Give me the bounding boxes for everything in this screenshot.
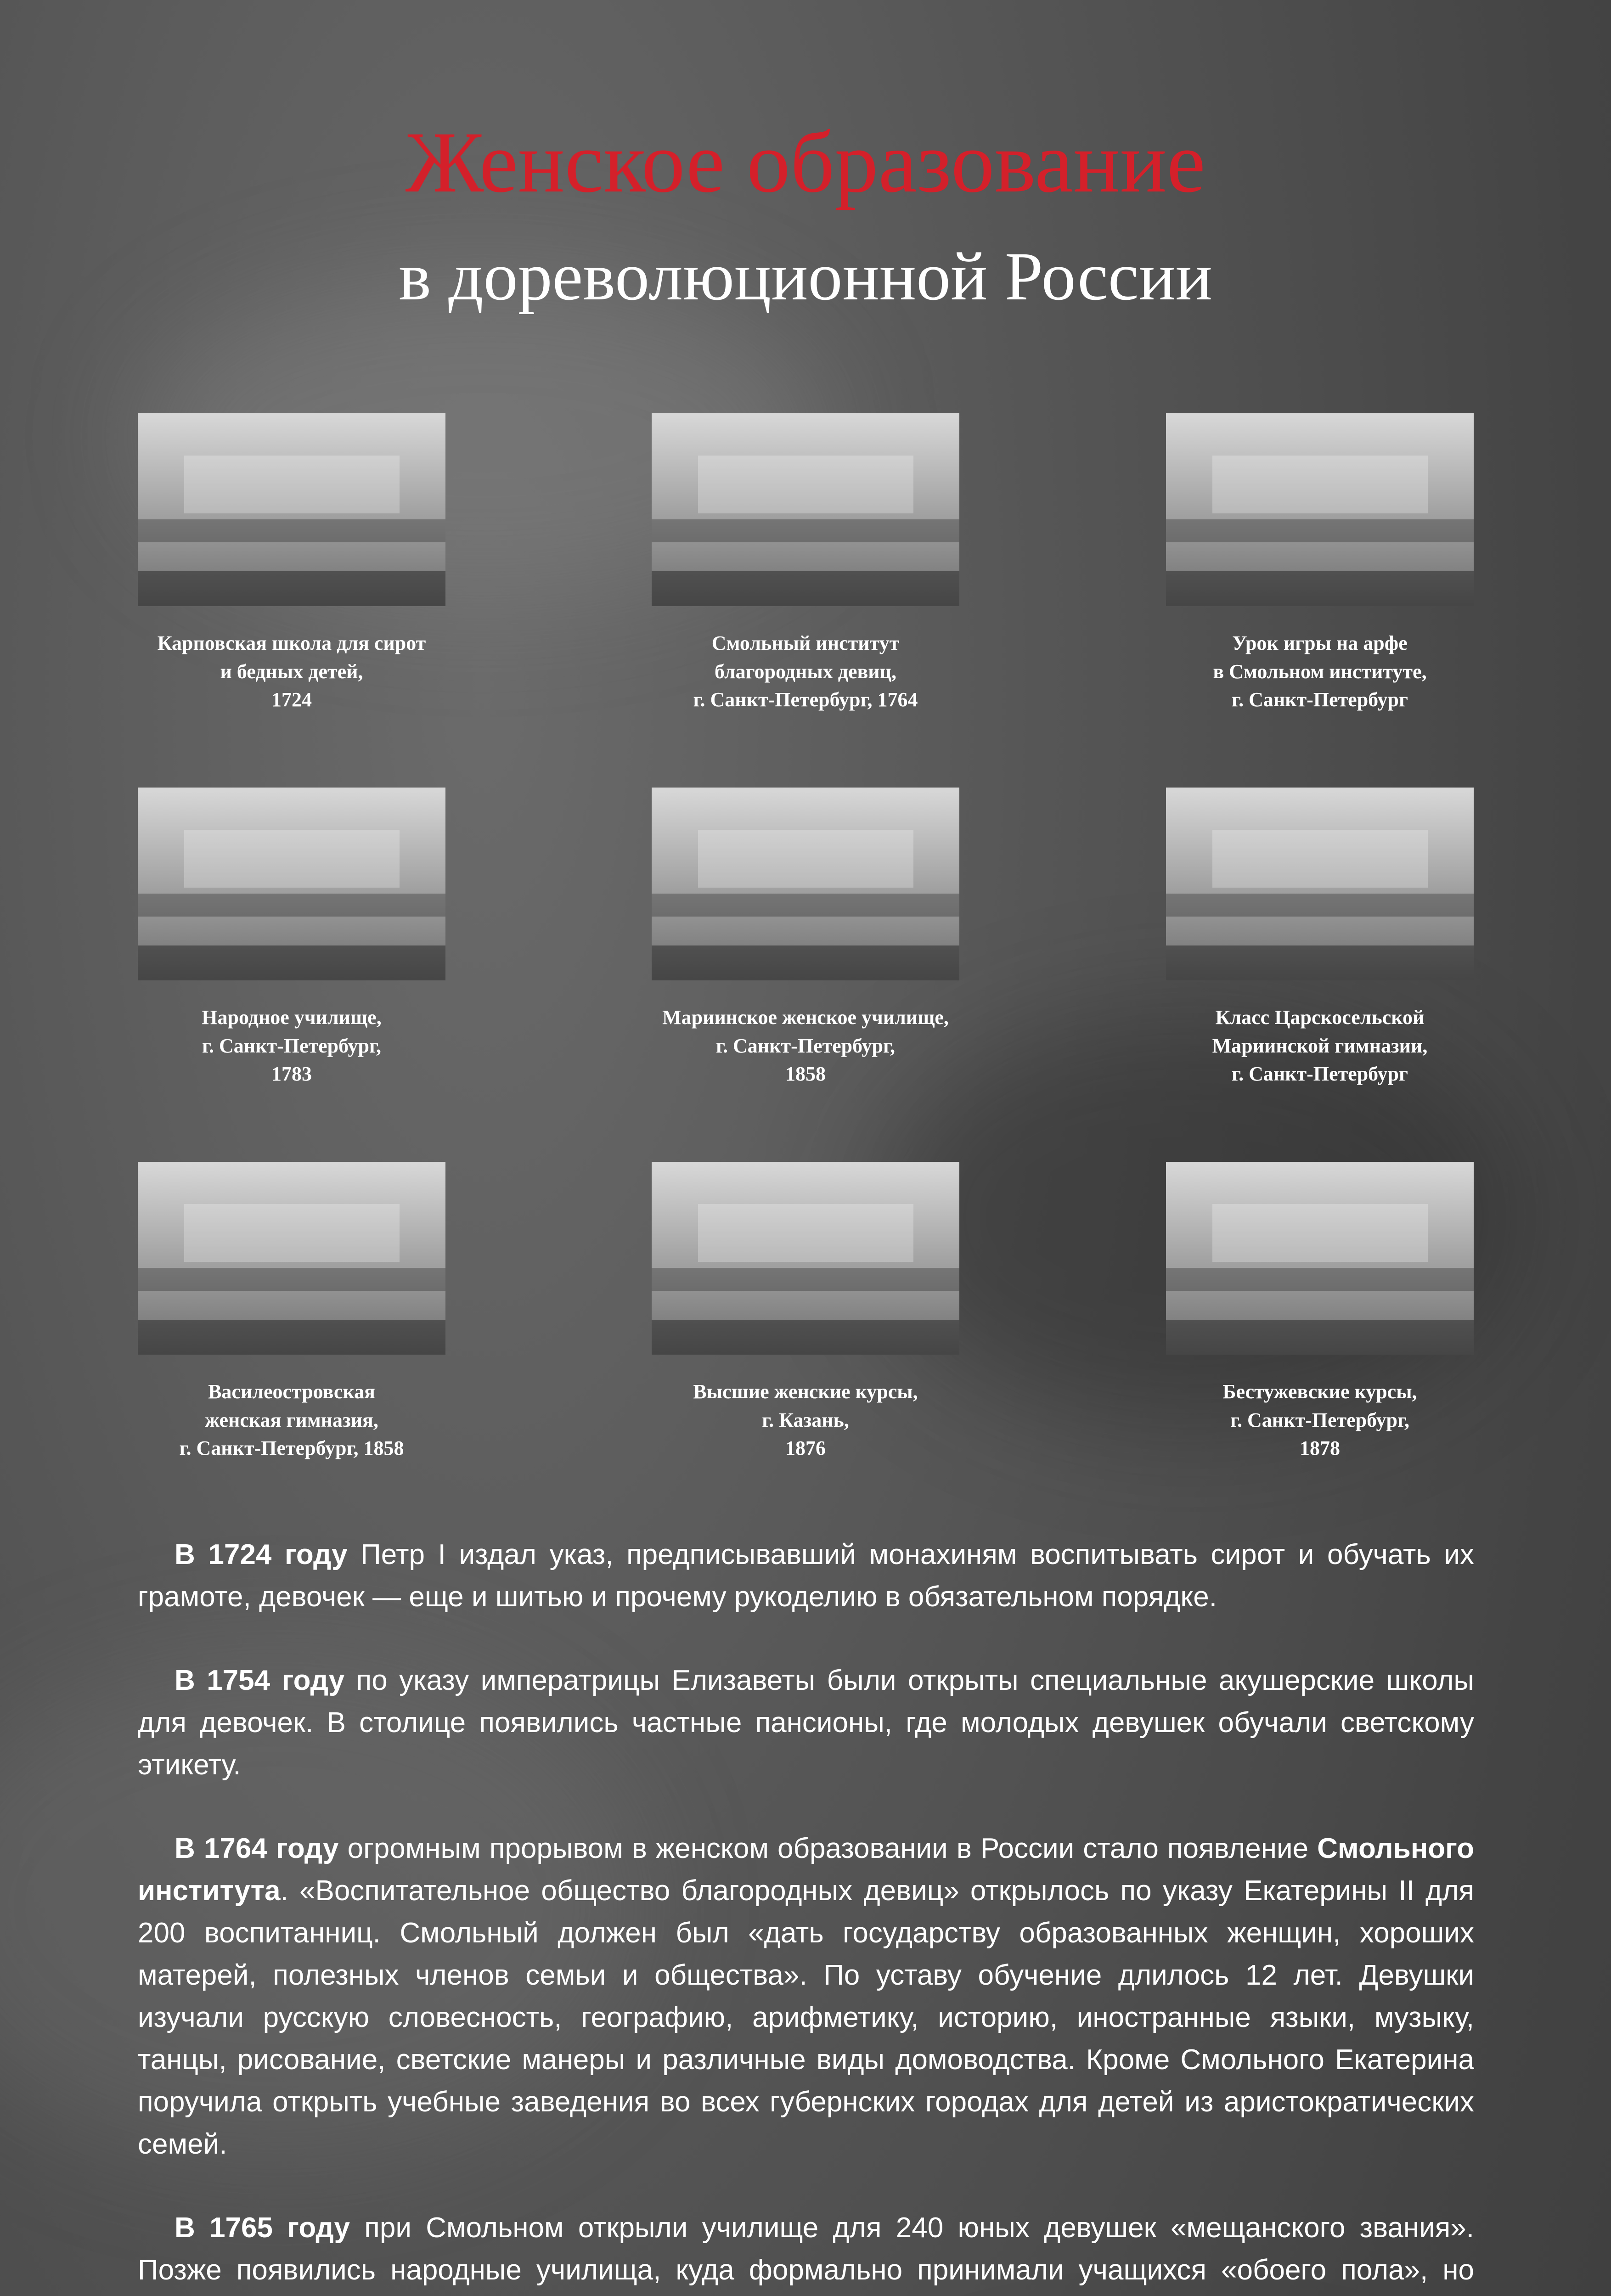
photo-card: [576, 413, 1035, 714]
caption-line: 1858: [785, 1063, 826, 1086]
emphasis-text: В 1724 году: [175, 1539, 348, 1570]
article-paragraph: [138, 1534, 1474, 1618]
article-paragraph: [138, 1660, 1474, 1786]
caption-line: 1724: [271, 688, 312, 711]
historical-photo: [138, 1162, 445, 1355]
caption-line: Народное училище,: [202, 1006, 382, 1029]
caption-line: 1878: [1300, 1437, 1340, 1460]
body-text: . «Воспитательное общество благородных девиц» открылось по указу Екатерины II для 200 воспитанниц. Смольный должен был «дать государству образованных женщин, хороших матерей, полезных членов семьи и общества». По уставу обучение длилось 12 лет. Девушки изучали русскую словесность, географию, арифметику, историю, иностранные языки, музыку, танцы, рисование, светские манеры и различные виды домоводства. Кроме Смольного Екатерина поручила открыть учебные заведения во всех губернских городах для детей из аристократических семей.: [138, 1875, 1474, 2160]
body-text: огромным прорывом в женском образовании в России стало появление: [338, 1833, 1318, 1864]
caption-line: Высшие женские курсы,: [693, 1380, 918, 1403]
emphasis-text: В 1765 году: [175, 2212, 350, 2244]
caption-line: 1876: [785, 1437, 826, 1460]
caption-line: 1783: [271, 1063, 312, 1086]
caption-line: Василеостровская: [208, 1380, 375, 1403]
photo-caption: [576, 629, 1035, 714]
caption-line: Класс Царскосельской: [1215, 1006, 1425, 1029]
caption-line: г. Казань,: [762, 1408, 849, 1431]
article-paragraph: [138, 2207, 1474, 2296]
photo-caption: [576, 1003, 1035, 1088]
historical-photo: [1166, 1162, 1474, 1355]
caption-line: благородных девиц,: [715, 660, 896, 683]
body-text: Петр I издал указ, предписывавший монахиням воспитывать сирот и обучать их грамоте, девочек — еще и шитью и прочему рукоделию в обязательном порядке.: [138, 1539, 1474, 1613]
historical-photo: [138, 788, 445, 980]
caption-line: Смольный институт: [711, 632, 900, 654]
historical-photo: [652, 413, 959, 606]
photo-card: [576, 788, 1035, 1088]
photo-caption: [62, 1378, 521, 1463]
caption-line: г. Санкт-Петербург: [1232, 688, 1408, 711]
historical-photo: [652, 788, 959, 980]
photo-caption: [576, 1378, 1035, 1463]
emphasis-text: В 1764 году: [175, 1833, 339, 1864]
photo-card: [62, 788, 521, 1088]
caption-line: Мариинское женское училище,: [662, 1006, 949, 1029]
historical-photo: [652, 1162, 959, 1355]
page-subtitle: в дореволюционной России: [399, 238, 1212, 315]
article-paragraph: [138, 1828, 1474, 2166]
caption-line: и бедных детей,: [220, 660, 363, 683]
body-text: по указу императрицы Елизаветы были открыты специальные акушерские школы для девочек. В столице появились частные пансионы, где молодых девушек обучали светскому этикету.: [138, 1665, 1474, 1781]
photo-caption: [1090, 1003, 1549, 1088]
emphasis-text: В 1754 году: [175, 1665, 345, 1696]
photo-caption: [1090, 1378, 1549, 1463]
photo-card: [1090, 788, 1549, 1088]
caption-line: Мариинской гимназии,: [1212, 1034, 1428, 1057]
historical-photo: [1166, 413, 1474, 606]
caption-line: г. Санкт-Петербург,: [202, 1034, 381, 1057]
caption-line: женская гимназия,: [205, 1408, 378, 1431]
page-title: Женское образование: [406, 114, 1205, 211]
photo-caption: [1090, 629, 1549, 714]
caption-line: г. Санкт-Петербург,: [716, 1034, 895, 1057]
photo-caption: [62, 1003, 521, 1088]
historical-photo: [138, 413, 445, 606]
caption-line: Карповская школа для сирот: [157, 632, 426, 654]
photo-card: [62, 413, 521, 714]
photo-card: [1090, 1162, 1549, 1463]
caption-line: Бестужевские курсы,: [1222, 1380, 1417, 1403]
caption-line: г. Санкт-Петербург, 1858: [179, 1437, 404, 1460]
photo-card: [62, 1162, 521, 1463]
article-body: [138, 1534, 1474, 2296]
photo-card: [1090, 413, 1549, 714]
photo-card: [576, 1162, 1035, 1463]
caption-line: в Смольном институте,: [1213, 660, 1427, 683]
historical-photo: [1166, 788, 1474, 980]
caption-line: Урок игры на арфе: [1232, 632, 1408, 654]
body-text: при Смольном открыли училище для 240 юных девушек «мещанского звания». Позже появились народные училища, куда формально принимали учащихся «обоего пола», но: [138, 2212, 1474, 2286]
emphasis-text: Смольного института: [138, 1833, 1475, 1907]
caption-line: г. Санкт-Петербург,: [1230, 1408, 1409, 1431]
caption-line: г. Санкт-Петербург, 1764: [693, 688, 918, 711]
photo-caption: [62, 629, 521, 714]
caption-line: г. Санкт-Петербург: [1232, 1063, 1408, 1086]
